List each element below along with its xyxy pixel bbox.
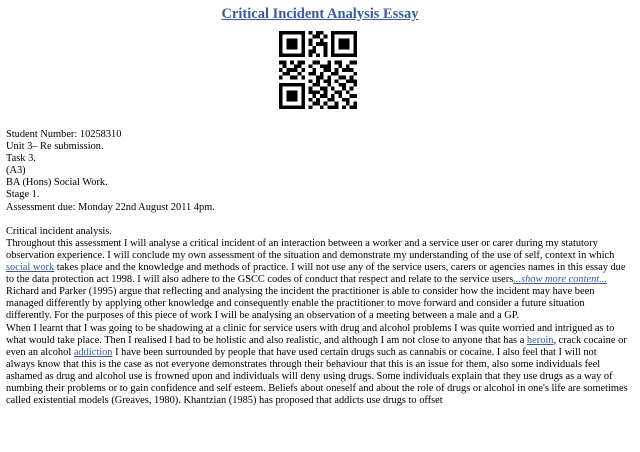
stage-line: Stage 1. bbox=[6, 189, 40, 201]
spacer bbox=[6, 214, 636, 226]
body-line: managed differently by applying other knowledge and consequently enable the practitioner to move forward and consider a future situation bbox=[6, 298, 585, 310]
assessment-due: Assessment due: Monday 22nd August 2011 4pm. bbox=[6, 201, 215, 213]
body-line: observation experience. I will conclude my own assessment of the situation and demonstrate my understanding of the use of self, context in which bbox=[6, 249, 615, 261]
heroin-link[interactable]: heroin bbox=[526, 334, 554, 346]
body-line: called existential models (Greaves, 1980). Khantzian (1985) has proposed that addicts use drugs to offset bbox=[6, 395, 443, 407]
body-line: numbing their problems or to gain confidence and self esteem. Beliefs about oneself and about the role of drugs or alcohol in one's life are sometimes bbox=[6, 382, 628, 394]
body-line: Throughout this assessment I will analyse a critical incident of an interaction between a worker and a service user or carer during my statutory bbox=[6, 237, 598, 249]
body-text: to the data protection act 1998. I will also adhere to the GSCC codes of conduct that respect and relate to the service users bbox=[6, 274, 514, 286]
body-line: differently. For the purposes of this piece of work I will be analysing an observation of a meeting between a male and a GP. bbox=[6, 310, 520, 322]
task-line: Task 3. bbox=[6, 153, 36, 165]
body-text: takes place and the knowledge and methods of practice. I will not use any of the service users, carers or agencies names in this essay due bbox=[54, 262, 626, 274]
body-text: I have been surrounded by people that have used certain drugs such as cannabis or cocaine. I also feel that I will not bbox=[112, 346, 597, 358]
document-title[interactable]: Critical Incident Analysis Essay bbox=[221, 6, 419, 22]
section-title: Critical incident analysis. bbox=[6, 225, 112, 237]
body-line bbox=[6, 335, 636, 347]
body-line bbox=[6, 347, 636, 359]
assessment-code: (A3) bbox=[6, 165, 26, 177]
body-line: When I learnt that I was going to be shadowing at a clinic for service users with drug and alcohol problems I was quite worried and intrigued as to bbox=[6, 322, 615, 334]
body-line: ashamed as drug and alcohol use is frowned upon and individuals will deny using drugs. Some individuals explain that they use drugs as a way of bbox=[6, 370, 613, 382]
body-line bbox=[6, 262, 636, 274]
body-line: Richard and Parker (1995) argue that reflecting and analysing the incident the practitioner is able to consider how the incident may have been bbox=[6, 286, 595, 298]
unit-line: Unit 3– Re submission. bbox=[6, 141, 104, 153]
show-more-link[interactable]: ...show more content... bbox=[513, 274, 607, 286]
addiction-link[interactable]: addiction bbox=[73, 346, 113, 358]
body-line bbox=[6, 274, 636, 286]
essay-content bbox=[6, 129, 636, 407]
student-number: Student Number: 10258310 bbox=[6, 129, 122, 140]
degree-line: BA (Hons) Social Work. bbox=[6, 177, 108, 189]
body-line: always know that this is the case as not everyone demonstrates through their behaviour that this is an issue for them, also some individuals feel bbox=[6, 358, 601, 370]
body-text: what would take place. Then I realised I had to be holistic and also realistic, and although I am not close to anyone that has a bbox=[6, 334, 527, 346]
body-text: , crack cocaine or bbox=[553, 334, 627, 346]
body-text: even an alcohol bbox=[6, 346, 74, 358]
social-work-link[interactable]: social work bbox=[6, 262, 55, 274]
qr-code-icon bbox=[279, 31, 357, 109]
